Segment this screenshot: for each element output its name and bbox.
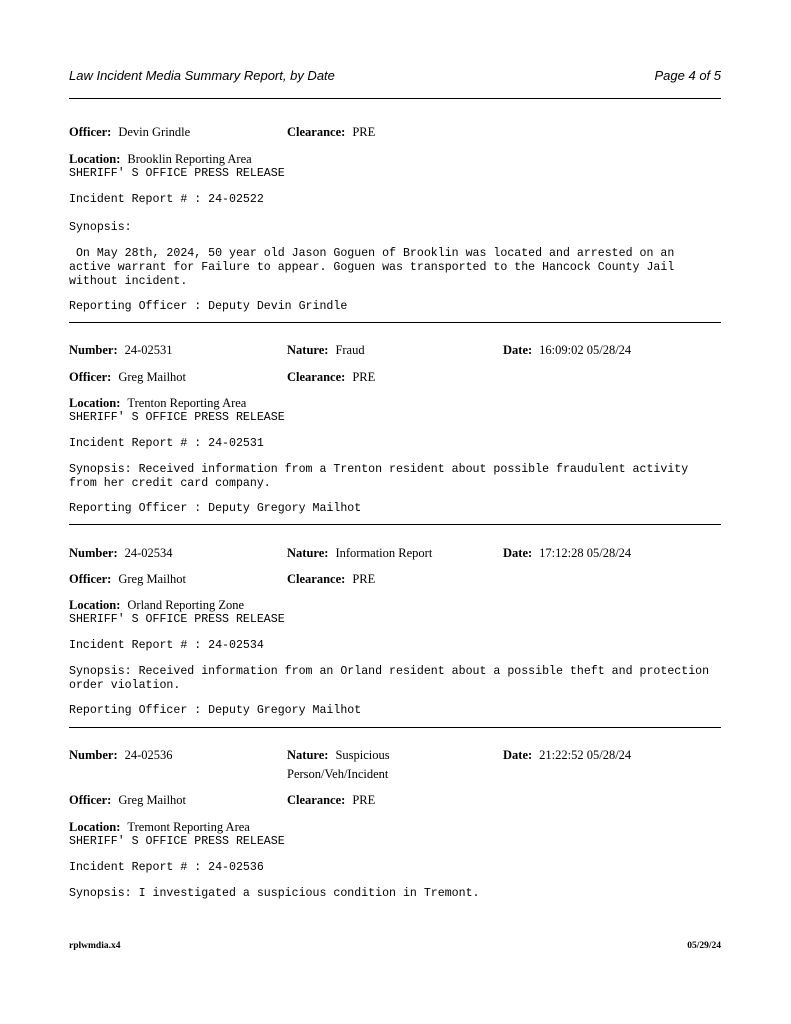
page-number: Page 4 of 5 xyxy=(654,68,721,83)
location-value: Brooklin Reporting Area xyxy=(127,152,252,166)
location-label: Location: xyxy=(69,820,121,834)
number-value: 24-02536 xyxy=(124,748,173,762)
officer-value: Greg Mailhot xyxy=(118,793,187,807)
clearance-value: PRE xyxy=(352,793,376,807)
nature-value-line1: Suspicious xyxy=(335,748,390,762)
number-label: Number: xyxy=(69,748,118,762)
clearance-label: Clearance: xyxy=(287,125,346,139)
number-value: 24-02531 xyxy=(124,343,173,357)
clearance-value: PRE xyxy=(352,370,376,384)
incident-report-line: Incident Report # : 24-02536 xyxy=(69,861,264,874)
nature-value-line2: Person/Veh/Incident xyxy=(287,767,389,781)
location-label: Location: xyxy=(69,152,121,166)
reporting-officer-line: Reporting Officer : Deputy Gregory Mailhot xyxy=(69,502,362,515)
synopsis-heading: Synopsis: xyxy=(69,221,132,234)
date-label: Date: xyxy=(503,546,533,560)
location-field xyxy=(69,598,244,613)
location-value: Tremont Reporting Area xyxy=(127,820,250,834)
nature-label: Nature: xyxy=(287,748,329,762)
nature-value: Information Report xyxy=(335,546,433,560)
number-field xyxy=(69,343,173,358)
clearance-value: PRE xyxy=(352,125,376,139)
incident-report-line: Incident Report # : 24-02522 xyxy=(69,193,264,206)
location-field xyxy=(69,820,250,835)
location-label: Location: xyxy=(69,396,121,410)
synopsis-text: Synopsis: Received information from a Trenton resident about possible fraudulent activity from her credit card company. xyxy=(69,463,689,490)
date-field xyxy=(503,343,631,358)
location-label: Location: xyxy=(69,598,121,612)
location-value: Trenton Reporting Area xyxy=(127,396,247,410)
date-field xyxy=(503,748,631,763)
incident-report-line: Incident Report # : 24-02534 xyxy=(69,639,264,652)
date-label: Date: xyxy=(503,748,533,762)
number-label: Number: xyxy=(69,546,118,560)
number-value: 24-02534 xyxy=(124,546,173,560)
footer-report-code: rplwmdia.x4 xyxy=(69,941,121,951)
location-field xyxy=(69,396,246,411)
date-value: 16:09:02 05/28/24 xyxy=(539,343,632,357)
header-divider xyxy=(69,98,721,99)
clearance-label: Clearance: xyxy=(287,370,346,384)
officer-field xyxy=(69,370,186,385)
nature-field xyxy=(287,546,432,561)
officer-value: Devin Grindle xyxy=(118,125,191,139)
press-release-line: SHERIFF' S OFFICE PRESS RELEASE xyxy=(69,835,285,848)
record-divider xyxy=(69,322,721,323)
synopsis-text: Synopsis: I investigated a suspicious condition in Tremont. xyxy=(69,887,480,900)
press-release-line: SHERIFF' S OFFICE PRESS RELEASE xyxy=(69,167,285,180)
report-title: Law Incident Media Summary Report, by Date xyxy=(69,68,335,83)
officer-label: Officer: xyxy=(69,370,112,384)
clearance-label: Clearance: xyxy=(287,572,346,586)
reporting-officer-line: Reporting Officer : Deputy Gregory Mailhot xyxy=(69,704,362,717)
location-field xyxy=(69,152,252,167)
nature-field xyxy=(287,748,390,763)
number-label: Number: xyxy=(69,343,118,357)
number-field xyxy=(69,546,173,561)
press-release-line: SHERIFF' S OFFICE PRESS RELEASE xyxy=(69,613,285,626)
clearance-field xyxy=(287,572,375,587)
number-field xyxy=(69,748,173,763)
clearance-label: Clearance: xyxy=(287,793,346,807)
reporting-officer-line: Reporting Officer : Deputy Devin Grindle xyxy=(69,300,348,313)
incident-report-line: Incident Report # : 24-02531 xyxy=(69,437,264,450)
date-label: Date: xyxy=(503,343,533,357)
synopsis-text: On May 28th, 2024, 50 year old Jason Goguen of Brooklin was located and arrested on an active warrant for Failure to appear. Goguen was transported to the Hancock County Jail without incident. xyxy=(69,247,675,288)
press-release-line: SHERIFF' S OFFICE PRESS RELEASE xyxy=(69,411,285,424)
synopsis-text: Synopsis: Received information from an Orland resident about a possible theft and protection order violation. xyxy=(69,665,710,692)
clearance-field xyxy=(287,793,375,808)
nature-value: Fraud xyxy=(335,343,365,357)
officer-label: Officer: xyxy=(69,125,112,139)
clearance-value: PRE xyxy=(352,572,376,586)
nature-label: Nature: xyxy=(287,343,329,357)
nature-label: Nature: xyxy=(287,546,329,560)
date-value: 21:22:52 05/28/24 xyxy=(539,748,632,762)
date-field xyxy=(503,546,631,561)
record-divider xyxy=(69,727,721,728)
nature-field xyxy=(287,343,365,358)
footer-print-date: 05/29/24 xyxy=(687,941,721,951)
officer-label: Officer: xyxy=(69,572,112,586)
officer-field xyxy=(69,572,186,587)
clearance-field xyxy=(287,370,375,385)
date-value: 17:12:28 05/28/24 xyxy=(539,546,632,560)
location-value: Orland Reporting Zone xyxy=(127,598,245,612)
officer-field xyxy=(69,125,190,140)
officer-value: Greg Mailhot xyxy=(118,370,187,384)
officer-field xyxy=(69,793,186,808)
record-divider xyxy=(69,524,721,525)
clearance-field xyxy=(287,125,375,140)
officer-label: Officer: xyxy=(69,793,112,807)
officer-value: Greg Mailhot xyxy=(118,572,187,586)
